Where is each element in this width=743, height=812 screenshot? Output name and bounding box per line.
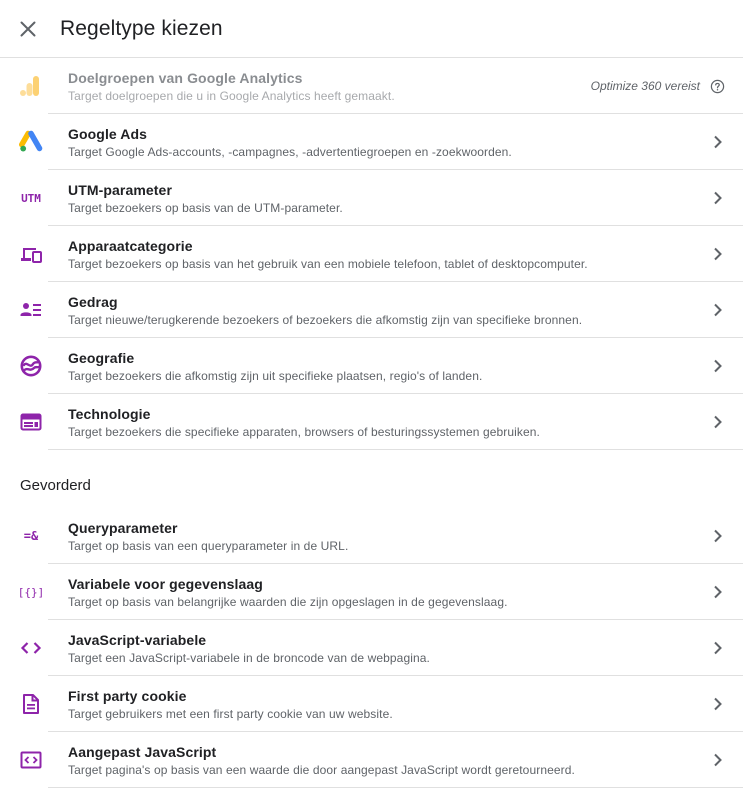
globe-icon	[18, 353, 44, 379]
rule-type-label: Aangepast JavaScript	[68, 744, 217, 760]
rule-type-description: Target een JavaScript-variabele in de broncode van de webpagina.	[68, 651, 430, 665]
requirement-note	[591, 79, 743, 94]
rule-type-technology[interactable]	[0, 394, 743, 450]
rule-type-label: JavaScript-variabele	[68, 632, 207, 648]
analytics-bars-icon	[18, 73, 44, 99]
data-layer-icon: [{}]	[17, 585, 45, 599]
browser-window-icon	[18, 409, 44, 435]
rule-type-label: First party cookie	[68, 688, 187, 704]
dialog-header	[0, 0, 743, 58]
devices-icon	[18, 241, 44, 267]
close-icon	[20, 21, 36, 37]
google-ads-icon	[18, 129, 44, 155]
rule-type-label: UTM-parameter	[68, 182, 172, 198]
rule-type-utm-parameter[interactable]	[0, 170, 743, 226]
rule-type-custom-javascript[interactable]	[0, 732, 743, 788]
rule-type-description: Target nieuwe/terugkerende bezoekers of bezoekers die afkomstig zijn van specifieke bronnen.	[68, 313, 583, 327]
rule-type-description: Target bezoekers op basis van het gebruik van een mobiele telefoon, tablet of desktopcomputer.	[68, 257, 588, 271]
chevron-right-icon	[693, 114, 743, 170]
rule-type-label: Google Ads	[68, 126, 148, 142]
utm-icon: UTM	[21, 191, 41, 205]
chevron-right-icon	[693, 620, 743, 676]
code-brackets-icon	[18, 635, 44, 661]
rule-type-list	[0, 58, 743, 788]
chevron-right-icon	[693, 170, 743, 226]
section-title-advanced: Gevorderd	[20, 477, 91, 494]
rule-type-description: Target gebruikers met een first party cookie van uw website.	[68, 707, 393, 721]
chevron-right-icon	[693, 226, 743, 282]
rule-type-device-category[interactable]	[0, 226, 743, 282]
document-icon	[18, 691, 44, 717]
chevron-right-icon	[693, 732, 743, 788]
rule-type-label: Doelgroepen van Google Analytics	[68, 70, 303, 86]
rule-type-description: Target bezoekers op basis van de UTM-parameter.	[68, 201, 343, 215]
rule-type-description: Target op basis van een queryparameter in de URL.	[68, 539, 349, 553]
chevron-right-icon	[693, 564, 743, 620]
requirement-text: Optimize 360 vereist	[590, 79, 700, 93]
rule-type-description: Target doelgroepen die u in Google Analytics heeft gemaakt.	[68, 89, 395, 103]
rule-type-data-layer-variable[interactable]	[0, 564, 743, 620]
rule-type-first-party-cookie[interactable]	[0, 676, 743, 732]
rule-type-label: Apparaatcategorie	[68, 238, 193, 254]
rule-type-javascript-variable[interactable]	[0, 620, 743, 676]
behavior-icon	[18, 297, 44, 323]
rule-type-analytics-audiences	[0, 58, 743, 114]
help-icon[interactable]	[710, 79, 725, 94]
rule-type-label: Queryparameter	[68, 520, 178, 536]
chevron-right-icon	[693, 676, 743, 732]
rule-type-description: Target bezoekers die afkomstig zijn uit specifieke plaatsen, regio's of landen.	[68, 369, 483, 383]
chevron-right-icon	[693, 282, 743, 338]
rule-type-label: Variabele voor gegevenslaag	[68, 576, 263, 592]
rule-type-label: Geografie	[68, 350, 135, 366]
rule-type-description: Target bezoekers die specifieke apparaten, browsers of besturingssystemen gebruiken.	[68, 425, 540, 439]
custom-javascript-icon	[18, 747, 44, 773]
rule-type-label: Gedrag	[68, 294, 118, 310]
rule-type-query-parameter[interactable]	[0, 508, 743, 564]
close-button[interactable]	[0, 0, 56, 58]
rule-type-description: Target pagina's op basis van een waarde die door aangepast JavaScript wordt geretourneerd.	[68, 763, 575, 777]
chevron-right-icon	[693, 394, 743, 450]
chevron-right-icon	[693, 508, 743, 564]
rule-type-description: Target op basis van belangrijke waarden die zijn opgeslagen in de gegevenslaag.	[68, 595, 508, 609]
rule-type-label: Technologie	[68, 406, 151, 422]
query-param-icon: =&	[23, 529, 39, 543]
chevron-right-icon	[693, 338, 743, 394]
rule-type-behavior[interactable]	[0, 282, 743, 338]
rule-type-google-ads[interactable]	[0, 114, 743, 170]
page-title: Regeltype kiezen	[60, 16, 223, 40]
rule-type-geography[interactable]	[0, 338, 743, 394]
rule-type-description: Target Google Ads-accounts, -campagnes, -advertentiegroepen en -zoekwoorden.	[68, 145, 512, 159]
